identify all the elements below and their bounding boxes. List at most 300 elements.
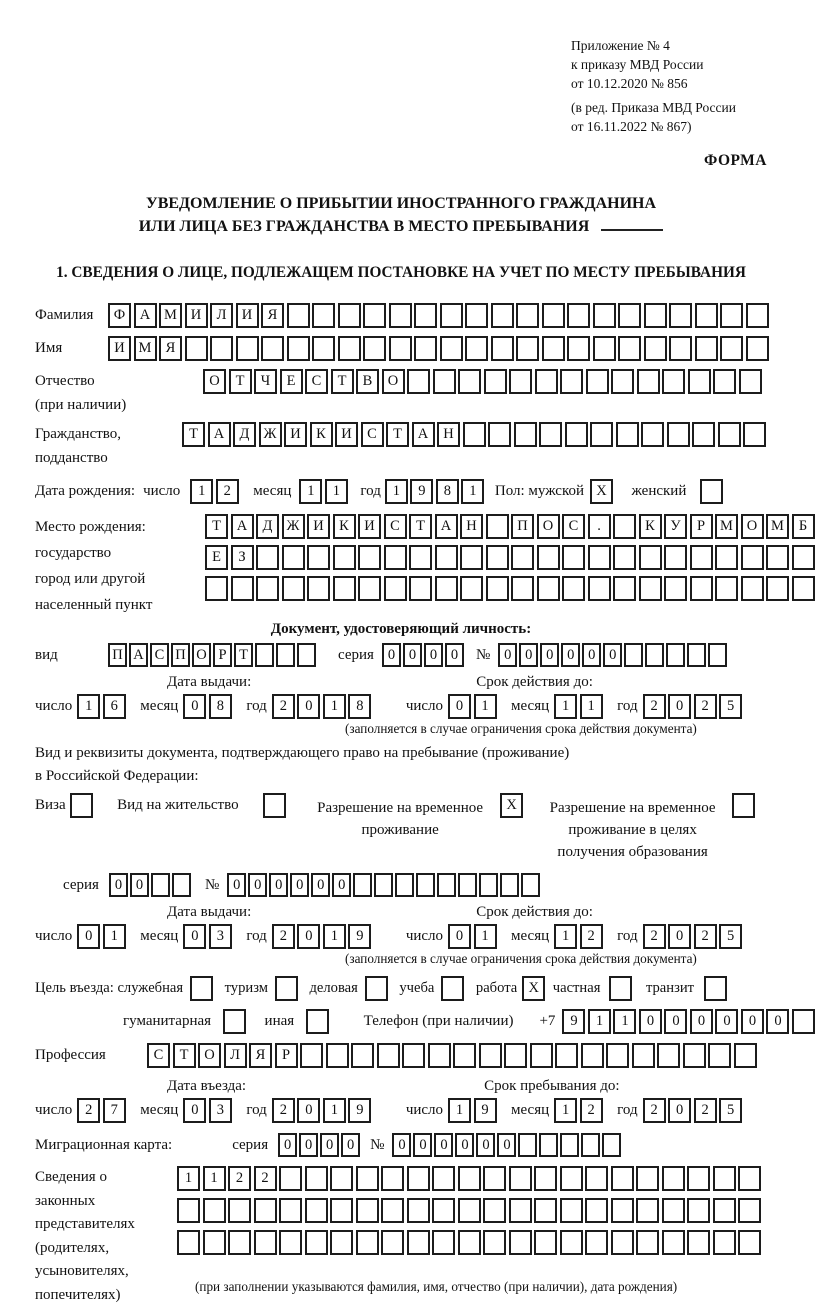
cell[interactable]: 1 [461,479,484,504]
cell[interactable]: 0 [448,694,471,719]
cell[interactable] [741,576,764,601]
cell[interactable]: 0 [639,1009,662,1034]
cell[interactable]: 0 [498,643,517,667]
cell[interactable]: О [203,369,226,394]
cell[interactable]: М [159,303,182,328]
cell[interactable] [581,1133,600,1157]
cell[interactable]: 1 [323,1098,346,1123]
entry-month-input[interactable] [183,1098,234,1123]
cell[interactable]: 1 [474,924,497,949]
cell[interactable] [743,422,766,447]
cell[interactable] [534,1166,557,1191]
cell[interactable] [542,336,565,361]
cell[interactable]: 9 [348,924,371,949]
cell[interactable]: С [147,1043,170,1068]
cell[interactable] [588,576,611,601]
cell[interactable]: 2 [643,1098,666,1123]
profession-input[interactable] [147,1043,759,1068]
stay-day-input[interactable] [448,1098,499,1123]
cell[interactable] [708,1043,731,1068]
purpose-study-checkbox[interactable] [441,976,467,1001]
cell[interactable]: 0 [741,1009,764,1034]
cell[interactable]: 0 [413,1133,432,1157]
cell[interactable] [700,479,723,504]
cell[interactable]: М [766,514,789,539]
cell[interactable]: Б [792,514,815,539]
cell[interactable] [715,576,738,601]
stay-year-input[interactable] [643,1098,745,1123]
cell[interactable]: Д [233,422,256,447]
cell[interactable] [256,576,279,601]
cell[interactable] [738,1230,761,1255]
cell[interactable]: К [333,514,356,539]
cell[interactable]: 2 [254,1166,277,1191]
cell[interactable] [766,576,789,601]
permit-valid-month-input[interactable] [554,924,605,949]
cell[interactable]: С [305,369,328,394]
cell[interactable]: Е [205,545,228,570]
cell[interactable]: 0 [183,924,206,949]
cell[interactable] [662,369,685,394]
cell[interactable] [263,793,286,818]
cell[interactable] [585,1166,608,1191]
cell[interactable]: 1 [103,924,126,949]
cell[interactable] [312,336,335,361]
cell[interactable]: С [562,514,585,539]
cell[interactable] [330,1198,353,1223]
cell[interactable] [537,576,560,601]
cell[interactable] [567,336,590,361]
cell[interactable] [407,1166,430,1191]
cell[interactable]: 2 [272,1098,295,1123]
cell[interactable] [275,976,298,1001]
cell[interactable] [384,545,407,570]
cell[interactable]: 1 [554,924,577,949]
cell[interactable]: X [500,793,523,818]
cell[interactable] [746,336,769,361]
birth-day-input[interactable] [190,479,241,504]
cell[interactable] [460,576,483,601]
cell[interactable] [611,1230,634,1255]
cell[interactable] [509,1166,532,1191]
cell[interactable]: 0 [766,1009,789,1034]
cell[interactable]: 1 [448,1098,471,1123]
id-issue-year-input[interactable] [272,694,374,719]
birthplace-country-input[interactable] [205,514,817,539]
cell[interactable] [488,422,511,447]
cell[interactable]: 2 [228,1166,251,1191]
cell[interactable]: 9 [562,1009,585,1034]
patronymic-input[interactable] [203,369,764,394]
visa-checkbox[interactable] [70,793,96,818]
cell[interactable] [593,336,616,361]
cell[interactable]: 0 [448,924,471,949]
cell[interactable] [732,793,755,818]
cell[interactable] [491,303,514,328]
cell[interactable] [539,422,562,447]
cell[interactable] [664,545,687,570]
cell[interactable]: 7 [103,1098,126,1123]
cell[interactable]: 2 [272,694,295,719]
cell[interactable] [177,1230,200,1255]
cell[interactable] [518,1133,537,1157]
cell[interactable] [305,1230,328,1255]
cell[interactable] [715,545,738,570]
cell[interactable] [537,545,560,570]
cell[interactable] [639,576,662,601]
cell[interactable]: 2 [272,924,295,949]
cell[interactable] [228,1230,251,1255]
cell[interactable] [351,1043,374,1068]
cell[interactable] [766,545,789,570]
cell[interactable]: Я [159,336,182,361]
cell[interactable]: 0 [130,873,149,897]
cell[interactable] [279,1230,302,1255]
cell[interactable] [287,303,310,328]
purpose-private-checkbox[interactable] [609,976,635,1001]
cell[interactable]: Т [182,422,205,447]
cell[interactable]: Т [386,422,409,447]
cell[interactable]: И [284,422,307,447]
cell[interactable] [338,303,361,328]
cell[interactable]: П [108,643,127,667]
cell[interactable]: Я [261,303,284,328]
cell[interactable] [256,545,279,570]
cell[interactable] [690,545,713,570]
cell[interactable]: Т [229,369,252,394]
cell[interactable]: О [192,643,211,667]
cell[interactable] [381,1198,404,1223]
cell[interactable]: 1 [323,694,346,719]
cell[interactable] [687,1166,710,1191]
cell[interactable] [441,976,464,1001]
cell[interactable]: X [522,976,545,1001]
cell[interactable] [460,545,483,570]
cell[interactable]: Я [249,1043,272,1068]
purpose-humanitarian-checkbox[interactable] [223,1009,249,1034]
cell[interactable] [458,369,481,394]
cell[interactable]: А [231,514,254,539]
cell[interactable] [297,643,316,667]
cell[interactable] [486,545,509,570]
cell[interactable] [363,303,386,328]
phone-input[interactable] [562,1009,817,1034]
cell[interactable] [746,303,769,328]
cell[interactable]: 0 [664,1009,687,1034]
cell[interactable]: 0 [269,873,288,897]
cell[interactable] [428,1043,451,1068]
cell[interactable] [306,1009,329,1034]
cell[interactable] [687,1198,710,1223]
cell[interactable] [479,873,498,897]
cell[interactable]: С [361,422,384,447]
cell[interactable] [151,873,170,897]
cell[interactable] [395,873,414,897]
cell[interactable] [300,1043,323,1068]
cell[interactable]: 0 [603,643,622,667]
cell[interactable] [692,422,715,447]
cell[interactable]: 1 [177,1166,200,1191]
cell[interactable] [555,1043,578,1068]
cell[interactable]: 0 [434,1133,453,1157]
cell[interactable] [611,1166,634,1191]
cell[interactable]: О [382,369,405,394]
cell[interactable]: 1 [385,479,408,504]
cell[interactable] [407,1198,430,1223]
cell[interactable] [307,576,330,601]
cell[interactable] [435,545,458,570]
cell[interactable] [590,422,613,447]
cell[interactable]: 1 [203,1166,226,1191]
cell[interactable] [542,303,565,328]
representatives-row1-input[interactable] [177,1166,764,1191]
cell[interactable] [381,1166,404,1191]
cell[interactable] [432,1166,455,1191]
cell[interactable] [312,303,335,328]
cell[interactable] [641,422,664,447]
cell[interactable] [509,1230,532,1255]
cell[interactable] [565,422,588,447]
cell[interactable]: Л [224,1043,247,1068]
cell[interactable]: М [715,514,738,539]
cell[interactable]: К [310,422,333,447]
cell[interactable]: О [741,514,764,539]
cell[interactable]: 1 [299,479,322,504]
cell[interactable] [667,422,690,447]
cell[interactable]: П [171,643,190,667]
cell[interactable] [484,369,507,394]
cell[interactable] [465,303,488,328]
cell[interactable] [624,643,643,667]
cell[interactable] [669,336,692,361]
cell[interactable] [465,336,488,361]
cell[interactable]: Е [280,369,303,394]
migration-series-input[interactable] [278,1133,362,1157]
cell[interactable]: 1 [190,479,213,504]
cell[interactable] [521,873,540,897]
cell[interactable]: 2 [216,479,239,504]
cell[interactable] [437,873,456,897]
cell[interactable] [432,1230,455,1255]
cell[interactable] [581,1043,604,1068]
cell[interactable] [639,545,662,570]
cell[interactable]: К [639,514,662,539]
temp-residence-checkbox[interactable] [500,793,526,818]
cell[interactable] [718,422,741,447]
birth-year-input[interactable] [385,479,487,504]
cell[interactable] [560,1133,579,1157]
cell[interactable]: 0 [297,924,320,949]
cell[interactable] [307,545,330,570]
cell[interactable] [305,1198,328,1223]
entry-year-input[interactable] [272,1098,374,1123]
cell[interactable]: Ж [282,514,305,539]
cell[interactable]: 1 [580,694,603,719]
cell[interactable] [687,643,706,667]
cell[interactable] [645,643,664,667]
cell[interactable]: 3 [209,1098,232,1123]
cell[interactable] [282,545,305,570]
cell[interactable] [509,1198,532,1223]
cell[interactable]: 6 [103,694,126,719]
cell[interactable] [713,1230,736,1255]
cell[interactable] [365,976,388,1001]
cell[interactable] [792,576,815,601]
cell[interactable]: Т [409,514,432,539]
representatives-row3-input[interactable] [177,1230,764,1255]
cell[interactable] [613,545,636,570]
cell[interactable] [363,336,386,361]
cell[interactable] [514,422,537,447]
cell[interactable] [486,514,509,539]
cell[interactable] [738,1166,761,1191]
cell[interactable] [358,545,381,570]
id-issue-month-input[interactable] [183,694,234,719]
cell[interactable]: 2 [580,1098,603,1123]
cell[interactable] [356,1230,379,1255]
cell[interactable] [414,336,437,361]
cell[interactable]: Л [210,303,233,328]
doc-number-input[interactable] [498,643,729,667]
cell[interactable]: И [236,303,259,328]
cell[interactable] [374,873,393,897]
cell[interactable]: 0 [497,1133,516,1157]
cell[interactable] [414,303,437,328]
cell[interactable] [644,336,667,361]
cell[interactable]: 2 [580,924,603,949]
cell[interactable]: 0 [77,924,100,949]
cell[interactable]: 0 [382,643,401,667]
cell[interactable]: С [384,514,407,539]
cell[interactable] [255,643,274,667]
cell[interactable]: Р [690,514,713,539]
cell[interactable] [611,1198,634,1223]
cell[interactable] [586,369,609,394]
cell[interactable] [483,1166,506,1191]
cell[interactable] [585,1198,608,1223]
given-name-input[interactable] [108,336,771,361]
cell[interactable] [534,1198,557,1223]
cell[interactable] [562,576,585,601]
cell[interactable] [560,1198,583,1223]
cell[interactable] [669,303,692,328]
cell[interactable] [236,336,259,361]
doc-type-input[interactable] [108,643,318,667]
cell[interactable] [356,1198,379,1223]
cell[interactable] [539,1133,558,1157]
cell[interactable]: 0 [299,1133,318,1157]
cell[interactable] [720,303,743,328]
cell[interactable]: 2 [77,1098,100,1123]
cell[interactable]: 0 [455,1133,474,1157]
cell[interactable]: В [356,369,379,394]
cell[interactable] [458,1198,481,1223]
cell[interactable] [453,1043,476,1068]
cell[interactable] [231,576,254,601]
cell[interactable] [407,369,430,394]
id-valid-day-input[interactable] [448,694,499,719]
cell[interactable] [606,1043,629,1068]
cell[interactable] [409,576,432,601]
purpose-official-checkbox[interactable] [190,976,216,1001]
cell[interactable] [458,1166,481,1191]
cell[interactable]: З [231,545,254,570]
cell[interactable]: 0 [341,1133,360,1157]
cell[interactable] [530,1043,553,1068]
cell[interactable]: М [134,336,157,361]
cell[interactable]: 5 [719,924,742,949]
cell[interactable] [440,303,463,328]
cell[interactable] [305,1166,328,1191]
permit-valid-year-input[interactable] [643,924,745,949]
cell[interactable] [254,1230,277,1255]
cell[interactable] [458,1230,481,1255]
cell[interactable] [609,976,632,1001]
residence-permit-checkbox[interactable] [263,793,289,818]
cell[interactable]: 1 [325,479,348,504]
permit-issue-month-input[interactable] [183,924,234,949]
permit-valid-day-input[interactable] [448,924,499,949]
cell[interactable] [356,1166,379,1191]
cell[interactable]: А [134,303,157,328]
migration-number-input[interactable] [392,1133,623,1157]
cell[interactable] [389,336,412,361]
cell[interactable] [792,545,815,570]
cell[interactable] [585,1230,608,1255]
cell[interactable]: И [335,422,358,447]
cell[interactable]: Р [275,1043,298,1068]
cell[interactable]: Ф [108,303,131,328]
sex-male-checkbox[interactable] [590,479,616,504]
cell[interactable]: 0 [392,1133,411,1157]
cell[interactable] [483,1198,506,1223]
doc-series-input[interactable] [382,643,466,667]
permit-series-input[interactable] [109,873,193,897]
cell[interactable]: 0 [183,1098,206,1123]
cell[interactable] [636,1198,659,1223]
cell[interactable] [282,576,305,601]
cell[interactable] [402,1043,425,1068]
cell[interactable] [377,1043,400,1068]
cell[interactable]: Т [173,1043,196,1068]
cell[interactable] [432,1198,455,1223]
cell[interactable] [516,336,539,361]
cell[interactable]: 0 [715,1009,738,1034]
cell[interactable] [500,873,519,897]
cell[interactable]: 0 [561,643,580,667]
cell[interactable]: Н [460,514,483,539]
cell[interactable] [516,303,539,328]
cell[interactable] [276,643,295,667]
cell[interactable] [792,1009,815,1034]
cell[interactable] [683,1043,706,1068]
cell[interactable] [616,422,639,447]
cell[interactable]: 0 [476,1133,495,1157]
cell[interactable] [613,576,636,601]
cell[interactable] [190,976,213,1001]
cell[interactable]: Д [256,514,279,539]
cell[interactable] [279,1166,302,1191]
cell[interactable] [463,422,486,447]
cell[interactable] [535,369,558,394]
cell[interactable]: А [208,422,231,447]
cell[interactable] [664,576,687,601]
cell[interactable]: 0 [668,1098,691,1123]
cell[interactable] [333,545,356,570]
cell[interactable]: 0 [582,643,601,667]
cell[interactable]: 8 [348,694,371,719]
permit-issue-year-input[interactable] [272,924,374,949]
